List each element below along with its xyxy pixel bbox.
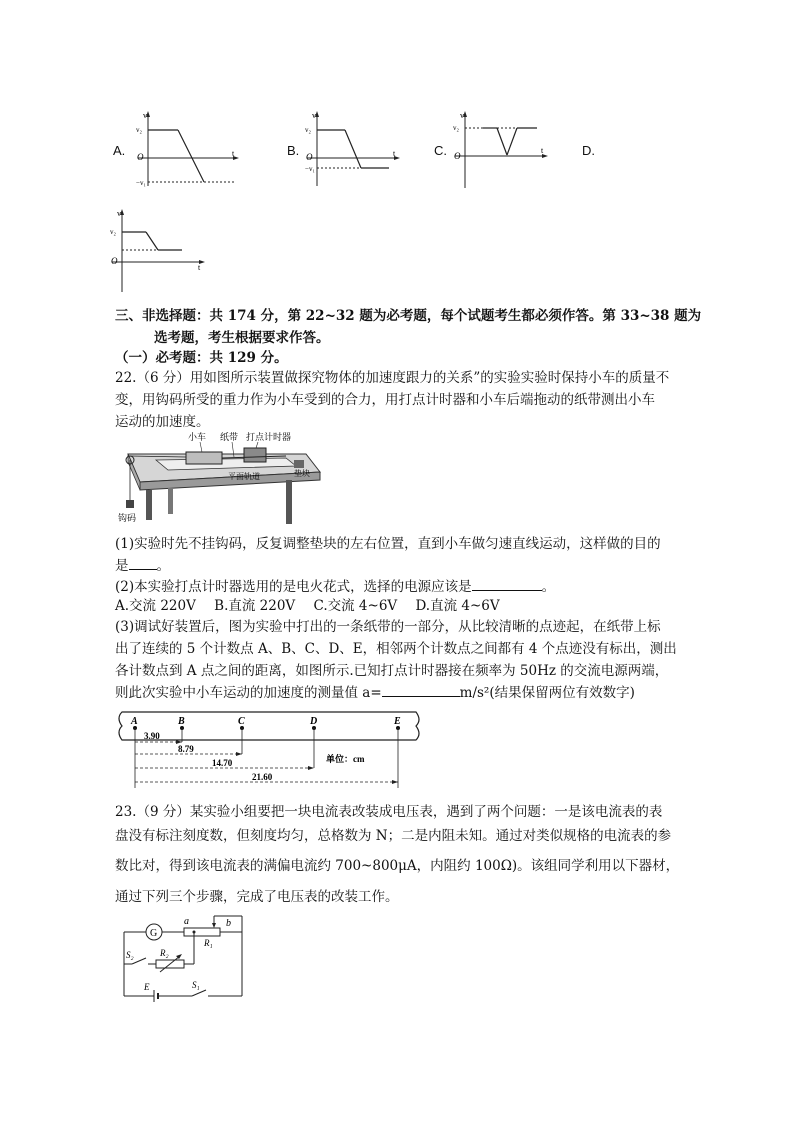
q22-part1-line1: (1)实验时先不挂钩码，反复调整垫块的左右位置，直到小车做匀速直线运动，这样做的目的 xyxy=(115,536,661,552)
circuit-r2-label: R₂ xyxy=(160,948,169,958)
q22-choice-c[interactable]: C.交流 4~6V xyxy=(313,598,398,614)
q22-part1-answer-blank[interactable] xyxy=(129,557,157,570)
q22-part1-prefix: 是 xyxy=(115,558,129,574)
apparatus-tape-label: 纸带 xyxy=(220,432,239,442)
option-c-letter: C. xyxy=(434,143,447,158)
q22-apparatus-figure xyxy=(116,430,321,525)
option-d-v2-label: v₂ xyxy=(110,228,116,236)
option-d-t-label: t xyxy=(198,263,201,272)
tape-point-b: B xyxy=(178,716,185,727)
q22-stem-line2: 变，用钩码所受的重力作为小车受到的合力，用打点计时器和小车后端拖动的纸带测出小车 xyxy=(115,392,655,408)
tape-distance-ad: 14.70 xyxy=(212,758,233,768)
option-b-letter: B. xyxy=(287,143,300,158)
q23-stem-line1: 23.（9 分）某实验小组要把一块电流表改装成电压表，遇到了两个问题：一是该电流表的表 xyxy=(115,804,663,820)
option-a-graph xyxy=(136,108,246,190)
option-c-origin: O xyxy=(454,151,461,161)
option-c-t-label: t xyxy=(541,146,544,155)
option-d-v-label: v xyxy=(117,209,121,218)
circuit-g-label: G xyxy=(150,928,158,939)
option-a-v2-label: v₂ xyxy=(136,126,142,134)
section3-heading-line2: 选考题，考生根据要求作答。 xyxy=(154,330,330,346)
q23-circuit-diagram xyxy=(118,912,250,1002)
option-d-origin: O xyxy=(111,256,118,266)
q22-part3-answer-blank[interactable] xyxy=(382,684,460,697)
q22-part3-suffix: m/s²(结果保留两位有效数字) xyxy=(459,685,635,701)
option-b-graph xyxy=(305,108,405,190)
tape-distance-ae: 21.60 xyxy=(252,772,273,782)
option-d-graph xyxy=(110,206,210,296)
circuit-r1-label: R₁ xyxy=(204,938,213,948)
q23-stem-line3: 数比对，得到该电流表的满偏电流约 700~800μA，内阻约 100Ω)。该组同学利用以下器材， xyxy=(115,858,680,874)
tape-point-c: C xyxy=(238,716,245,727)
section3-subheading: （一）必考题：共 129 分。 xyxy=(115,350,288,366)
option-a-t-label: t xyxy=(232,149,235,158)
option-a-letter: A. xyxy=(113,143,126,158)
option-b-origin: O xyxy=(306,152,313,162)
q22-part3-line1: (3)调试好装置后，图为实验中打出的一条纸带的一部分，从比较清晰的点迹起，在纸带上标 xyxy=(115,619,661,635)
circuit-s2-label: S₂ xyxy=(126,950,134,960)
circuit-a-label: a xyxy=(184,916,189,927)
option-a-origin: O xyxy=(137,152,144,162)
option-a-v-label: v xyxy=(143,111,147,120)
apparatus-timer-label: 打点计时器 xyxy=(246,432,292,442)
option-a-neg-v1-label: −v₁ xyxy=(136,179,146,187)
q22-choice-a[interactable]: A.交流 220V xyxy=(115,598,196,614)
q22-choice-b[interactable]: B.直流 220V xyxy=(214,598,296,614)
q22-part2-text: (2)本实验打点计时器选用的是电火花式，选择的电源应该是 xyxy=(115,579,472,595)
q22-stem-line1: 22.（6 分）用如图所示装置做探究物体的加速度跟力的关系”的实验实验时保持小车的质量不 xyxy=(115,370,670,386)
option-d-letter: D. xyxy=(582,143,595,158)
q22-stem-line3: 运动的加速度。 xyxy=(115,414,210,430)
q22-part1-line2 xyxy=(115,557,690,574)
tape-point-e: E xyxy=(394,716,401,727)
q22-part3-line4 xyxy=(115,684,690,701)
option-b-v2-label: v₂ xyxy=(305,126,311,134)
q22-part1-suffix: 。 xyxy=(156,558,170,574)
option-c-graph xyxy=(453,108,553,190)
tape-point-d: D xyxy=(310,716,318,727)
q22-choice-d[interactable]: D.直流 4~6V xyxy=(415,598,500,614)
apparatus-block-label: 垫块 xyxy=(294,469,310,478)
circuit-e-label: E xyxy=(144,982,150,992)
option-b-t-label: t xyxy=(393,149,396,158)
q22-part3-line2: 出了连续的 5 个计数点 A、B、C、D、E，相邻两个计数点之间都有 4 个点迹没有标出，测出 xyxy=(115,641,677,657)
circuit-s1-label: S₁ xyxy=(192,980,200,990)
q22-paper-tape-figure xyxy=(116,708,426,790)
option-b-neg-v1-label: −v₁ xyxy=(305,165,315,173)
tape-distance-ab: 3.90 xyxy=(144,731,160,741)
section3-heading-line1: 三、非选择题：共 174 分，第 22~32 题为必考题，每个试题考生都必须作答。第 33~38 题为 xyxy=(115,308,702,324)
circuit-b-label: b xyxy=(226,918,231,929)
q22-part2-answer-blank[interactable] xyxy=(472,578,542,591)
q22-part2-line xyxy=(115,578,690,595)
q23-stem-line4: 通过下列三个步骤，完成了电压表的改装工作。 xyxy=(115,889,399,905)
q22-part3-line3: 各计数点到 A 点之间的距离，如图所示.已知打点计时器接在频率为 50Hz 的交流电源两端， xyxy=(115,663,669,679)
tape-unit-label: 单位：cm xyxy=(326,754,365,764)
q23-stem-line2: 盘没有标注刻度数，但刻度均匀，总格数为 N；二是内阻未知。通过对类似规格的电流表的参 xyxy=(115,828,672,844)
tape-distance-ac: 8.79 xyxy=(178,744,194,754)
apparatus-hook-label: 钩码 xyxy=(118,513,137,523)
apparatus-car-label: 小车 xyxy=(188,432,207,442)
option-c-v-label: v xyxy=(460,111,464,120)
apparatus-track-label: 平面轨道 xyxy=(228,472,260,481)
q22-part3-prefix: 则此次实验中小车运动的加速度的测量值 a= xyxy=(115,685,382,701)
q22-choices xyxy=(115,598,690,614)
q22-part2-suffix: 。 xyxy=(541,579,556,595)
tape-point-a: A xyxy=(131,716,138,727)
option-b-v-label: v xyxy=(312,111,316,120)
option-c-v2-label: v₂ xyxy=(453,124,459,132)
